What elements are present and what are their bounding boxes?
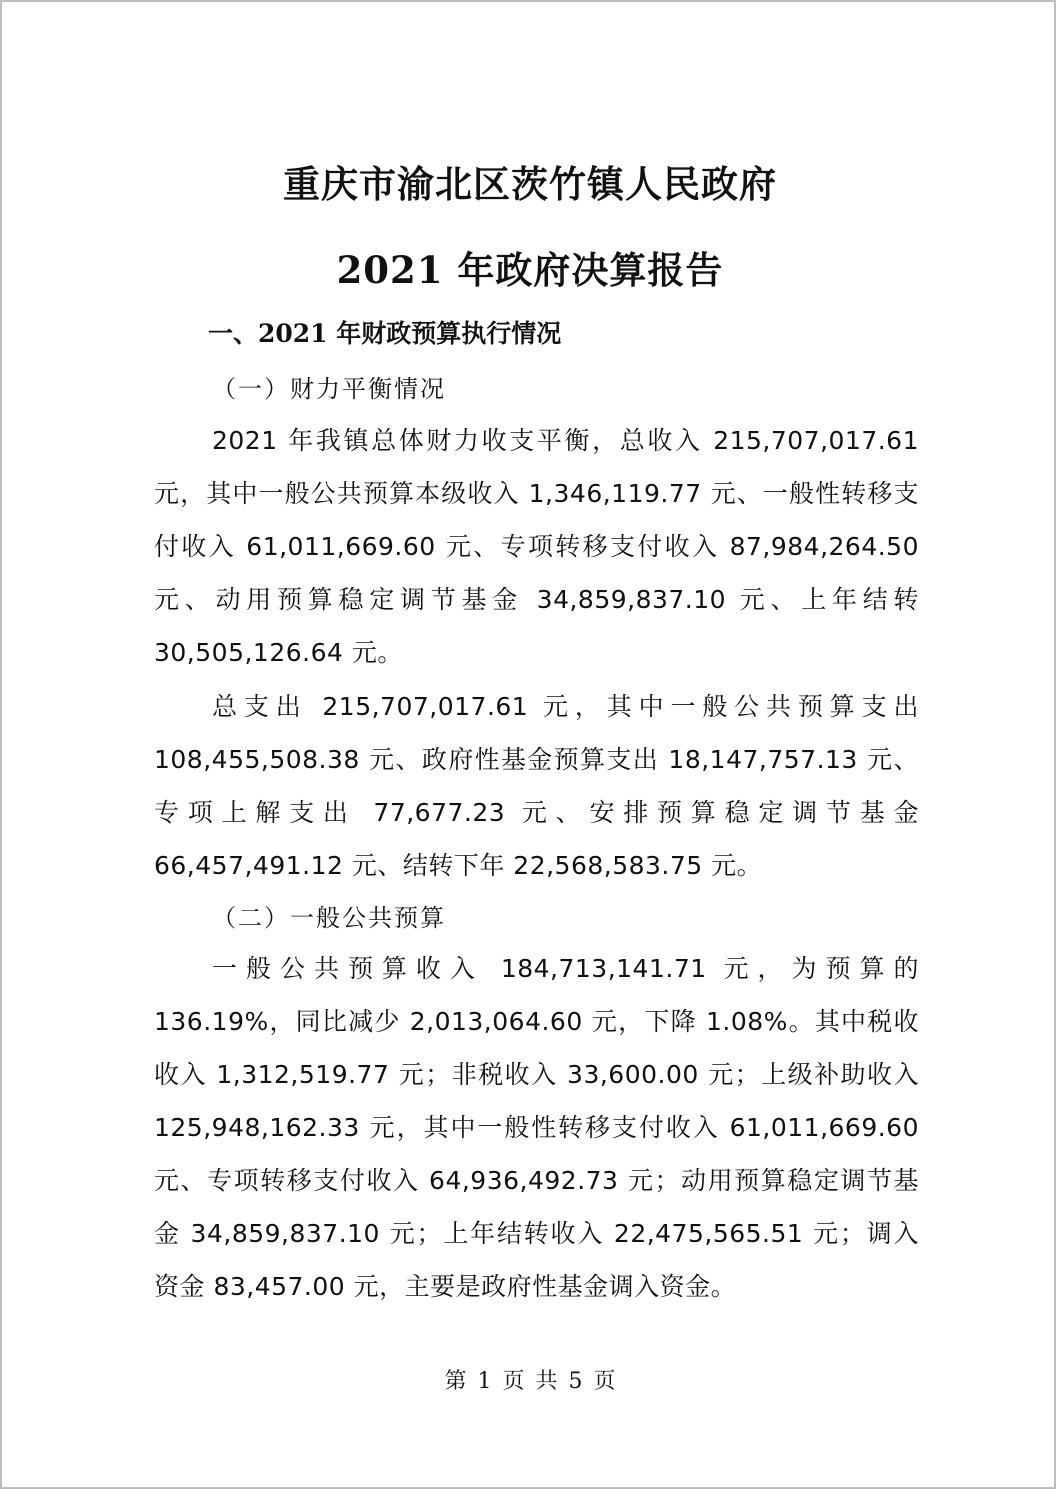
paragraph-expenditure: 总支出 215,707,017.61 元，其中一般公共预算支出 108,455,508.38 元、政府性基金预算支出 18,147,757.13 元、专项上解支出 77,677.23 元、安排预算稳定调节基金 66,457,491.12 元、结转下年 22,568,583.75 元。 — [154, 692, 919, 880]
document-title-line2: 2021 年政府决算报告 — [336, 248, 724, 292]
document-title-line1: 重庆市渝北区茨竹镇人民政府 — [283, 162, 777, 206]
section1-heading: 一、2021 年财政预算执行情况 — [208, 319, 562, 348]
paragraph-general-budget: 一般公共预算收入 184,713,141.71 元，为预算的 136.19%，同比减少 2,013,064.60 元，下降 1.08%。其中税收收入 1,312,519.77 元；非税收入 33,600.00 元；上级补助收入 125,948,162.33 元，其中一般性转移支付收入 61,011,669.60 元、专项转移支付收入 64,936,492.73 元；动用预算稳定调节基金 34,859,837.10 元；上年结转收入 22,475,565.51 元；调入资金 83,457.00 元，主要是政府性基金调入资金。 — [154, 954, 919, 1301]
page-footer: 第 1 页 共 5 页 — [444, 1369, 616, 1394]
subsection2-heading: （二）一般公共预算 — [212, 904, 446, 932]
subsection1-heading: （一）财力平衡情况 — [212, 375, 446, 403]
paragraph-revenue-balance: 2021 年我镇总体财力收支平衡，总收入 215,707,017.61 元，其中一般公共预算本级收入 1,346,119.77 元、一般性转移支付收入 61,011,669.60 元、专项转移支付收入 87,984,264.50 元、动用预算稳定调节基金 34,859,837.10 元、上年结转 30,505,126.64 元。 — [154, 426, 919, 667]
